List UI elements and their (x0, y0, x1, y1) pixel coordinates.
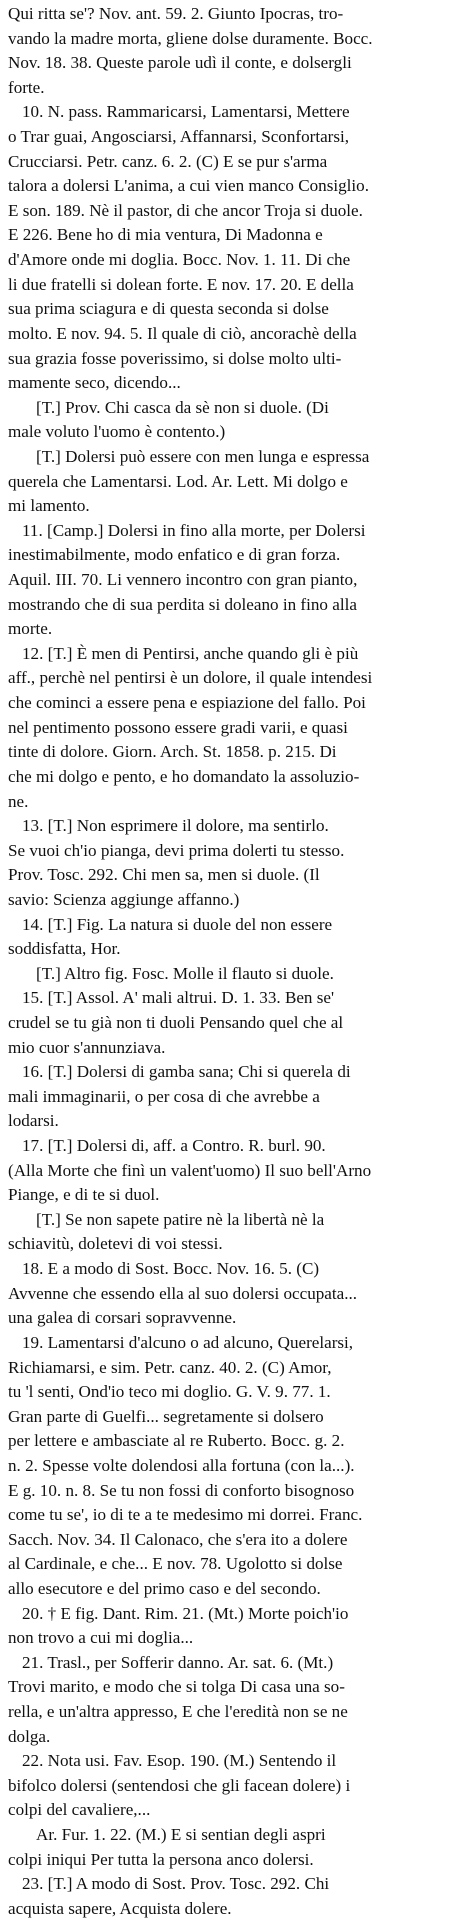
text-line: molto. E nov. 94. 5. Il quale di ciò, ancorachè della (8, 323, 357, 343)
section-heading-line: 22. Nota usi. Fav. Esop. 190. (M.) Sentendo il (22, 1751, 337, 1771)
section-heading-line: 19. Lamentarsi d'alcuno o ad alcuno, Querelarsi, (22, 1332, 354, 1352)
text-line: inestimabilmente, modo enfatico e di gran forza. (8, 545, 341, 565)
text-line: aff., perchè nel pentirsi è un dolore, il quale intendesi (8, 668, 373, 688)
text-line: E g. 10. n. 8. Se tu non fossi di conforto bisognoso (8, 1480, 355, 1500)
text-line: Piange, e di te si duol. (8, 1185, 160, 1205)
section-heading-line: 12. [T.] È men di Pentirsi, anche quando gli è più (22, 643, 359, 663)
text-line: Sacch. Nov. 34. Il Calonaco, che s'era ito a dolere (8, 1529, 348, 1549)
text-line: Nov. 18. 38. Queste parole udì il conte, e dolsergli (8, 53, 352, 73)
section-heading-line: 13. [T.] Non esprimere il dolore, ma sentirlo. (22, 816, 329, 836)
text-line: non trovo a cui mi doglia... (8, 1628, 194, 1648)
text-line: talora a dolersi L'anima, a cui vien manco Consiglio. (8, 176, 369, 196)
text-line: forte. (8, 77, 45, 97)
text-line: Ar. Fur. 1. 22. (M.) E si sentian degli aspri (36, 1825, 326, 1845)
text-line: savio: Scienza aggiunge affanno.) (8, 889, 240, 909)
text-line: Crucciarsi. Petr. canz. 6. 2. (C) E se pur s'arma (8, 151, 328, 171)
text-line: [T.] Prov. Chi casca da sè non si duole. (Di (36, 397, 329, 417)
text-line: querela che Lamentarsi. Lod. Ar. Lett. Mi dolgo e (8, 471, 348, 491)
section-heading-line: 16. [T.] Dolersi di gamba sana; Chi si querela di (22, 1062, 351, 1082)
text-line: soddisfatta, Hor. (8, 939, 121, 959)
text-line: Aquil. III. 70. Li vennero incontro con gran pianto, (8, 570, 358, 590)
section-heading-line: 21. Trasl., per Sofferir danno. Ar. sat. 6. (Mt.) (22, 1652, 334, 1672)
section-heading-line: 14. [T.] Fig. La natura si duole del non essere (22, 914, 333, 934)
text-line: sua grazia fosse poverissimo, si dolse molto ulti- (8, 348, 342, 368)
text-line: tinte di dolore. Giorn. Arch. St. 1858. p. 215. Di (8, 742, 337, 762)
text-line: acquista sapere, Acquista dolere. (8, 1898, 232, 1918)
text-line: Richiamarsi, e sim. Petr. canz. 40. 2. (C) Amor, (8, 1357, 332, 1377)
text-line: al Cardinale, e che... E nov. 78. Ugolotto si dolse (8, 1554, 343, 1574)
text-line: (Alla Morte che finì un valent'uomo) Il suo bell'Arno (8, 1160, 372, 1180)
text-line: d'Amore onde mi doglia. Bocc. Nov. 1. 11. Di che (8, 250, 351, 270)
text-line: [T.] Dolersi può essere con men lunga e espressa (36, 446, 370, 466)
text-line: Qui ritta se'? Nov. ant. 59. 2. Giunto Ipocras, tro- (8, 4, 344, 23)
text-line: che cominci a essere pena e espiazione del fallo. Poi (8, 693, 366, 713)
text-line: [T.] Altro fig. Fosc. Molle il flauto si duole. (36, 963, 334, 983)
text-line: schiavitù, doletevi di voi stessi. (8, 1234, 223, 1254)
text-line: [T.] Se non sapete patire nè la libertà nè la (36, 1209, 325, 1229)
text-line: vando la madre morta, gliene dolse duramente. Bocc. (8, 28, 373, 48)
text-line: che mi dolgo e pento, e ho domandato la assoluzio- (8, 766, 360, 786)
text-line: una galea di corsari sopravvenne. (8, 1308, 237, 1328)
text-line: sua prima sciagura e di questa seconda si dolse (8, 299, 329, 319)
text-line: mali immaginarii, o per cosa di che avrebbe a (8, 1086, 320, 1106)
text-line: E 226. Bene ho di mia ventura, Di Madonna e (8, 225, 323, 245)
text-line: mi lamento. (8, 496, 90, 516)
section-heading-line: 10. N. pass. Rammaricarsi, Lamentarsi, Mettere (22, 102, 350, 122)
text-line: male voluto l'uomo è contento.) (8, 422, 226, 442)
text-line: mio cuor s'annunziava. (8, 1037, 166, 1057)
text-line: mamente seco, dicendo... (8, 373, 181, 393)
section-heading-line: 18. E a modo di Sost. Bocc. Nov. 16. 5. (C) (22, 1259, 320, 1279)
text-line: nel pentimento possono essere gradi varii, e quasi (8, 717, 348, 737)
text-line: Avvenne che essendo ella al suo dolersi occupata... (8, 1283, 358, 1303)
text-line: dolga. (8, 1726, 51, 1746)
text-line: E son. 189. Nè il pastor, di che ancor Troja si duole. (8, 200, 363, 220)
text-line: Trovi marito, e modo che si tolga Di casa una so- (8, 1677, 345, 1697)
text-line: morte. (8, 619, 53, 639)
text-line: mostrando che di sua perdita si doleano in fino alla (8, 594, 357, 614)
text-line: allo esecutore e del primo caso e del secondo. (8, 1579, 321, 1598)
section-heading-line: 23. [T.] A modo di Sost. Prov. Tosc. 292. Chi (22, 1874, 330, 1894)
section-heading-line: 15. [T.] Assol. A' mali altrui. D. 1. 33. Ben se' (22, 988, 335, 1008)
text-line: lodarsi. (8, 1111, 59, 1131)
text-line: crudel se tu già non ti duoli Pensando quel che al (8, 1012, 344, 1032)
text-line: tu 'l senti, Ond'io teco mi doglio. G. V. 9. 77. 1. (8, 1382, 331, 1402)
text-line: li due fratelli si dolean forte. E nov. 17. 20. E della (8, 274, 354, 294)
text-line: o Trar guai, Angosciarsi, Affannarsi, Sconfortarsi, (8, 127, 350, 147)
text-line: Prov. Tosc. 292. Chi men sa, men si duole. (Il (8, 865, 320, 885)
text-line: Se vuoi ch'io pianga, devi prima dolerti tu stesso. (8, 840, 345, 860)
section-heading-line: 17. [T.] Dolersi di, aff. a Contro. R. burl. 90. (22, 1136, 326, 1156)
text-line: bifolco dolersi (sentendosi che gli facean dolere) i (8, 1775, 351, 1795)
text-line: rella, e un'altra appresso, E che l'eredità non se ne (8, 1702, 348, 1722)
text-line: n. 2. Spesse volte dolendosi alla fortuna (con la...). (8, 1455, 355, 1475)
text-line: colpi iniqui Per tutta la persona anco dolersi. (8, 1849, 314, 1869)
text-line: per lettere e ambasciate al re Ruberto. Bocc. g. 2. (8, 1431, 345, 1451)
section-heading-line: 20. † E fig. Dant. Rim. 21. (Mt.) Morte poich'io (22, 1603, 349, 1623)
text-line: Gran parte di Guelfi... segretamente si dolsero (8, 1406, 324, 1426)
section-heading-line: 11. [Camp.] Dolersi in fino alla morte, per Dolersi (22, 520, 366, 540)
text-line: come tu se', io di te a te medesimo mi dorrei. Franc. (8, 1505, 363, 1525)
text-line: colpi del cavaliere,... (8, 1800, 151, 1820)
text-line: ne. (8, 791, 29, 811)
